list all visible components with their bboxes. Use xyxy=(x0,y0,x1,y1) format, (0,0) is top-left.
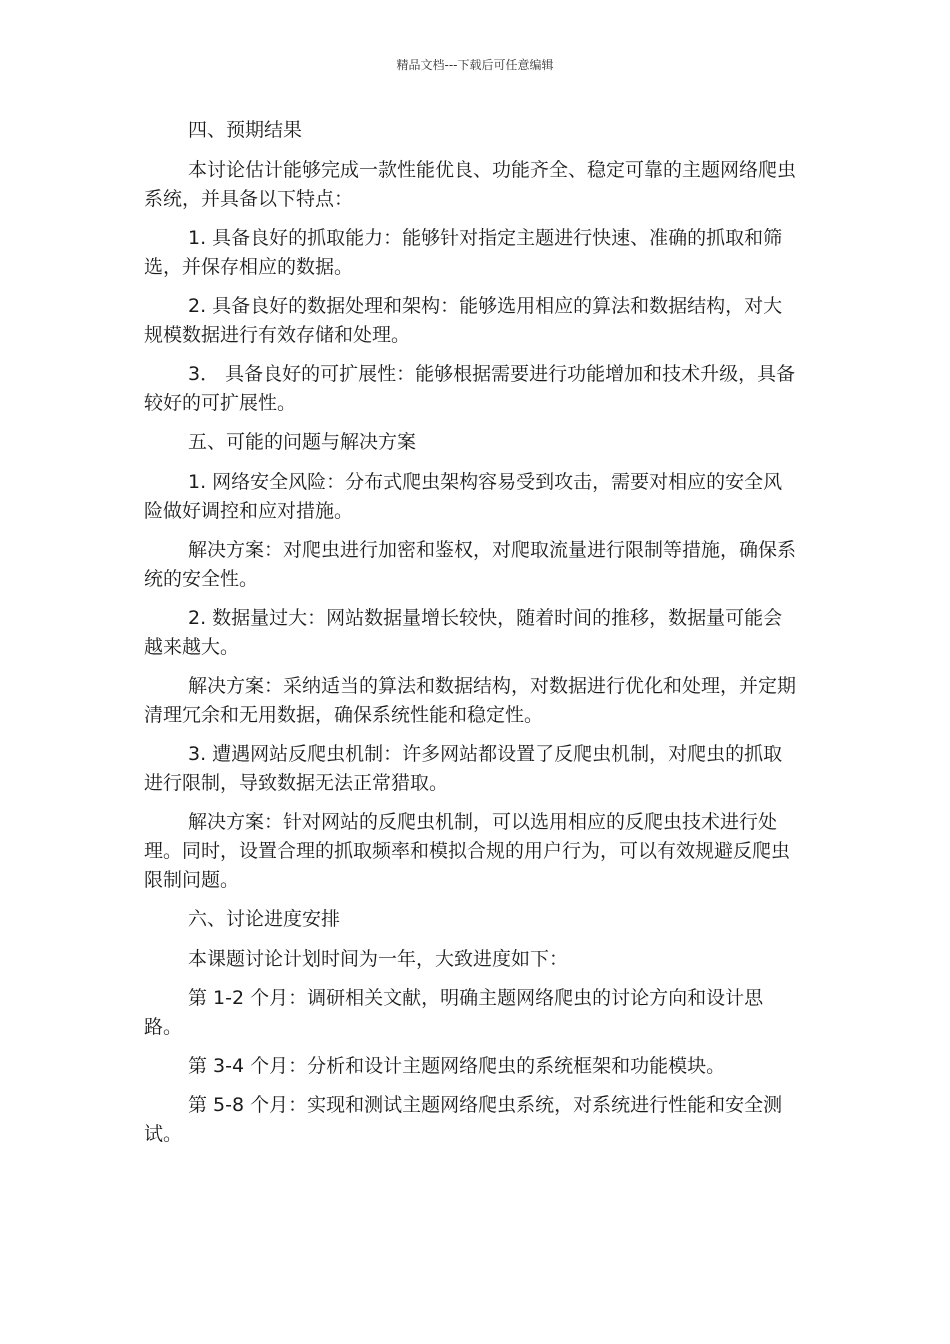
paragraph-solution-security: 解决方案：对爬虫进行加密和鉴权，对爬取流量进行限制等措施，确保系统的安全性。 xyxy=(144,539,797,590)
paragraph-schedule-intro: 本课题讨论计划时间为一年，大致进度如下： xyxy=(188,948,569,970)
paragraph-schedule-month-1-2: 第 1-2 个月：调研相关文献，明确主题网络爬虫的讨论方向和设计思路。 xyxy=(144,987,764,1038)
paragraph-solution-data-volume: 解决方案：采纳适当的算法和数据结构，对数据进行优化和处理，并定期清理冗余和无用数据，确保系统性能和稳定性。 xyxy=(144,675,797,726)
paragraph-expected-intro: 本讨论估计能够完成一款性能优良、功能齐全、稳定可靠的主题网络爬虫系统，并具备以下特点： xyxy=(144,159,797,210)
section-heading-problems-solutions: 五、可能的问题与解决方案 xyxy=(188,431,417,453)
paragraph-feature-extensibility: 3． 具备良好的可扩展性：能够根据需要进行功能增加和技术升级，具备较好的可扩展性。 xyxy=(144,363,796,414)
document-body xyxy=(144,116,798,1159)
paragraph-solution-anti-crawler: 解决方案：针对网站的反爬虫机制，可以选用相应的反爬虫技术进行处理。同时，设置合理的抓取频率和模拟合规的用户行为，可以有效规避反爬虫限制问题。 xyxy=(144,811,791,891)
paragraph-schedule-month-3-4: 第 3-4 个月：分析和设计主题网络爬虫的系统框架和功能模块。 xyxy=(188,1055,726,1077)
paragraph-problem-security: 1. 网络安全风险：分布式爬虫架构容易受到攻击，需要对相应的安全风险做好调控和应对措施。 xyxy=(144,471,783,522)
section-heading-expected-results: 四、预期结果 xyxy=(188,119,303,141)
paragraph-feature-data-processing: 2. 具备良好的数据处理和架构：能够选用相应的算法和数据结构，对大规模数据进行有效存储和处理。 xyxy=(144,295,783,346)
paragraph-problem-data-volume: 2. 数据量过大：网站数据量增长较快，随着时间的推移，数据量可能会越来越大。 xyxy=(144,607,783,658)
paragraph-problem-anti-crawler: 3. 遭遇网站反爬虫机制：许多网站都设置了反爬虫机制，对爬虫的抓取进行限制，导致数据无法正常猎取。 xyxy=(144,743,783,794)
section-heading-schedule: 六、讨论进度安排 xyxy=(188,908,341,930)
page-header: 精品文档---下载后可任意编辑 xyxy=(396,58,554,72)
paragraph-feature-crawling: 1. 具备良好的抓取能力：能够针对指定主题进行快速、准确的抓取和筛选，并保存相应的数据。 xyxy=(144,227,783,278)
paragraph-schedule-month-5-8: 第 5-8 个月：实现和测试主题网络爬虫系统，对系统进行性能和安全测试。 xyxy=(144,1094,783,1145)
